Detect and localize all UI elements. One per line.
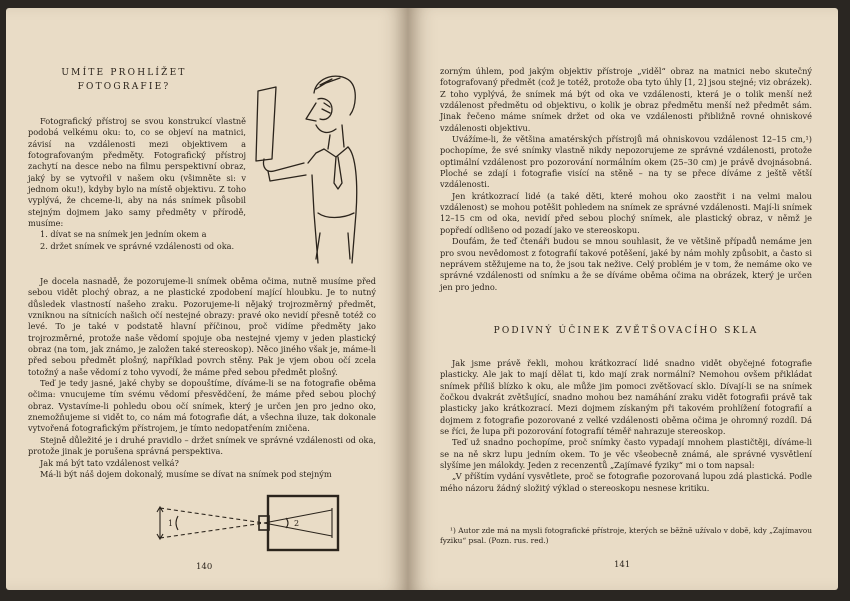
right-page	[408, 8, 838, 590]
camera-angle-diagram	[146, 488, 346, 558]
quote-paragraph: „V příštím vydání vysvětlete, proč se fotografie pozorovaná lupou zdá plastická. Podle mého názoru žádný složitý výklad o stereoskopu nesnese kritiku.	[440, 471, 812, 493]
paragraph: Stejně důležité je i druhé pravidlo – držet snímek ve správné vzdálenosti od oka, protože jinak je porušena správná perspektiva.	[28, 434, 376, 457]
main-text-column	[28, 276, 376, 480]
paragraph: Jak jsme právě řekli, mohou krátkozrací lidé snadno vidět obyčejné fotografie plasticky. Ale jak to mají dělat ti, kdo mají zrak normální? Nemohou ovšem přikládat snímek příliš blízko k oku, ale může jim pomoci zvětšovací sklo. Dívají-li se na snímek čočkou dvakrát zvětšující, snadno mohou bez namáhání zraku vidět fotografii právě tak plasticky jako krátkozrací. Mezi dojmem získaným při takovém prohlížení fotografií a dojmem z fotografie pozorované z velké vzdálenosti oběma očima je ohromný rozdíl. Dá se říci, že lupa při pozorování fotografií téměř nahrazuje stereoskop.	[440, 358, 812, 437]
page-number-right: 141	[614, 560, 631, 570]
intro-column	[28, 116, 246, 252]
continued-text-column	[440, 66, 812, 293]
paragraph: Fotografický přístroj se svou konstrukcí vlastně podobá velkému oku: to, co se objeví na matnici, závisí na vzdálenosti mezi objektivem a fotografovaným předměty. Fotografický přístroj zachytí na desce nebo na filmu perspektivní obraz, jaký by se vytvořil v našem oku (všimněte si: v jednom oku!), kdyby bylo na místě objektivu. Z toho vyplývá, že chceme-li, aby na nás snímek působil stejným dojmem jako samy předměty v přírodě, musíme:	[28, 116, 246, 229]
page-number-left: 140	[196, 562, 213, 572]
rule-1: 1. dívat se na snímek jen jedním okem a	[40, 229, 207, 240]
section-text-column	[440, 358, 812, 494]
chapter-heading	[44, 66, 204, 94]
angle-label-1: 1	[168, 519, 174, 528]
paragraph: Jak má být tato vzdálenost velká?	[40, 457, 179, 468]
paragraph: zorným úhlem, pod jakým objektiv přístroje „viděl“ obraz na matnici nebo skutečný fotografovaný předmět (což je totéž, protože oba tyto úhly [1, 2] jsou stejné; viz obrázek). Z toho vyplývá, že snímek má být od oka ve vzdálenosti, která je o tolik menší než vzdálenost předmětu od objektivu, o kolik je obraz předmětu menší než předmět sám. Jinak řečeno máme snímek držet od oka ve vzdálenosti přibližně rovné ohniskové vzdálenosti objektivu.	[440, 66, 812, 133]
heading-line-2: FOTOGRAFIE?	[77, 82, 171, 92]
man-looking-at-photo-illustration	[246, 63, 366, 268]
footnote	[440, 526, 812, 546]
footnote-text: ¹) Autor zde má na mysli fotografické přístroje, kterých se běžně užívalo v době, kdy „Zajímavou fyziku“ psal. (Pozn. rus. red.)	[440, 526, 812, 545]
rule-2: 2. držet snímek ve správné vzdálenosti od oka.	[40, 240, 235, 251]
angle-label-2: 2	[294, 519, 300, 528]
paragraph: Doufám, že teď čtenáři budou se mnou souhlasit, že ve většině případů nemáme jen pro svou nevědomost z fotografií takové potěšení, jaké by nám mohly způsobit, a často si neprávem stěžujeme na to, že jsou tak nežive. Celý problém je v tom, že nemáme oko ve správné vzdálenosti od snímku a že se díváme oběma očima na obrázek, který je určen jen pro jedno.	[440, 236, 812, 292]
paragraph: Teď už snadno pochopíme, proč snímky často vypadají mnohem plastičtěji, díváme-li se na ně skrz lupu jedním okem. To je věc všeobecně známá, ale správné vysvětlení slyšíme jen málokdy. Jeden z recenzentů „Zajímavé fyziky“ mi o tom napsal:	[440, 437, 812, 471]
paragraph: Má-li být náš dojem dokonalý, musíme se dívat na snímek pod stejným	[40, 468, 332, 479]
paragraph: Jen krátkozrací lidé (a také děti, které mohou oko zaostřit i na velmi malou vzdálenost) se mohou potěšit pohledem na snímek ze správné vzdálenosti. Mají-li snímek 12–15 cm od oka, nevidí před sebou plochý snímek, ale plastický obraz, v němž je popředí odlišeno od pozadí jako ve stereoskopu.	[440, 190, 812, 235]
section-heading: PODIVNÝ ÚČINEK ZVĚTŠOVACÍHO SKLA	[493, 326, 759, 336]
heading-line-1: UMÍTE PROHLÍŽET	[61, 68, 187, 78]
paragraph: Teď je tedy jasné, jaké chyby se dopouštíme, díváme-li se na fotografie oběma očima: vnucujeme tím svému vědomí přesvědčení, že máme před sebou plochý obraz. Vystavíme-li pohledu obou očí snímek, který je určen jen pro jedno oko, znemožňujeme si vidět to, co nám má fotografie dát, a všechna iluze, tak dokonale vytvořená fotografickým přístrojem, je tímto nedopatřením zničena.	[28, 378, 376, 434]
paragraph: Uvážíme-li, že většina amatérských přístrojů má ohniskovou vzdálenost 12–15 cm,¹) pochopíme, že své snímky vlastně nikdy nepozorujeme ze správné vzdálenosti, protože optimální vzdálenost pro pozorování normálním okem (25–30 cm) je právě dvojnásobná. Ploché se zdají i fotografie visící na stěně – na ty se přece díváme z ještě větší vzdálenosti.	[440, 134, 812, 190]
left-page	[6, 8, 408, 590]
paragraph: Je docela nasnadě, že pozorujeme-li snímek oběma očima, nutně musíme před sebou vidět plochý obraz, a ne plastické zpodobení mající hloubku. Je to nutný důsledek vlastností našeho zraku. Pozorujeme-li nějaký trojrozměrný předmět, vzniknou na sítnicích našich očí nestejné obrazy: pravé oko nevidí přesně totéž co levé. To je také v podstatě hlavní příčinou, proč vidíme předměty jako trojrozměrné, protože naše vědomí spojuje oba nestejné vjemy v jeden plastický obraz (na tom, jak známo, je založen také stereoskop). Něco jiného však je, máme-li před sebou předmět plošný, například povrch stěny. Pak je vjem obou očí zcela totožný a naše vědomí z toho vyvodí, že máme před sebou předmět plošný.	[28, 276, 376, 377]
